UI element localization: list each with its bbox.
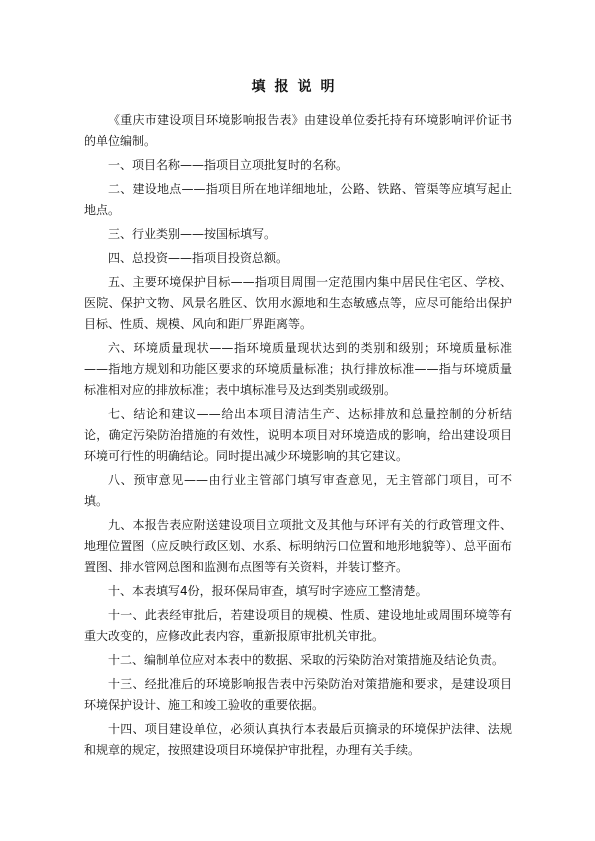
item-conclusions: 七、结论和建议——给出本项目清洁生产、达标排放和总量控制的分析结论，确定污染防治措施的有效性，说明本项目对环境造成的影响，给出建设项目环境可行性的明确结论。同时提出减少环境影响的其它建议。 <box>84 407 512 463</box>
item-responsibility: 十二、编制单位应对本表中的数据、采取的污染防治对策措施及结论负责。 <box>108 653 505 667</box>
item-environmental-quality: 六、环境质量现状——指环境质量现状达到的类别和级别；环境质量标准——指地方规划和功能区要求的环境质量标准；执行排放标准——指与环境质量标准相对应的排放标准；表中填标准号及达到类别或级别。 <box>84 341 512 397</box>
item-attachments: 九、本报告表应附送建设项目立项批文及其他与环评有关的行政管理文件、地理位置图（应反映行政区划、水系、标明纳污口位置和地形地貌等）、总平面布置图、排水管网总图和监测布点图等有关资料，并装订整齐。 <box>84 518 512 574</box>
item-copies: 十、本表填写4份，报环保局审查，填写时字迹应工整清楚。 <box>108 584 428 598</box>
item-approved-measures: 十三、经批准后的环境影响报告表中污染防治对策措施和要求，是建设项目环境保护设计、施工和竣工验收的重要依据。 <box>84 677 512 712</box>
item-construction-site: 二、建设地点——指项目所在地详细地址，公路、铁路、管渠等应填写起止地点。 <box>84 182 512 217</box>
item-total-investment: 四、总投资——指项目投资总额。 <box>108 251 289 265</box>
item-preliminary-review: 八、预审意见——由行业主管部门填写审查意见，无主管部门项目，可不填。 <box>84 473 512 508</box>
intro-paragraph: 《重庆市建设项目环境影响报告表》由建设单位委托持有环境影响评价证书的单位编制。 <box>84 113 512 148</box>
item-modifications: 十一、此表经审批后，若建设项目的规模、性质、建设地址或周围环境等有重大改变的，应修改此表内容，重新报原审批机关审批。 <box>84 608 512 643</box>
item-compliance: 十四、项目建设单位，必须认真执行本表最后页摘录的环境保护法律、法规和规章的规定，按照建设项目环境保护审批程，办理有关手续。 <box>84 722 512 757</box>
instructions-body <box>84 110 512 761</box>
page-title: 填报说明 <box>251 79 344 95</box>
item-project-name: 一、项目名称——指项目立项批复时的名称。 <box>108 158 349 172</box>
item-industry-category: 三、行业类别——按国标填写。 <box>108 227 277 241</box>
item-protection-targets: 五、主要环境保护目标——指项目周围一定范围内集中居民住宅区、学校、医院、保护文物、风景名胜区、饮用水源地和生态敏感点等，应尽可能给出保护目标、性质、规模、风向和距厂界距离等。 <box>84 275 512 331</box>
